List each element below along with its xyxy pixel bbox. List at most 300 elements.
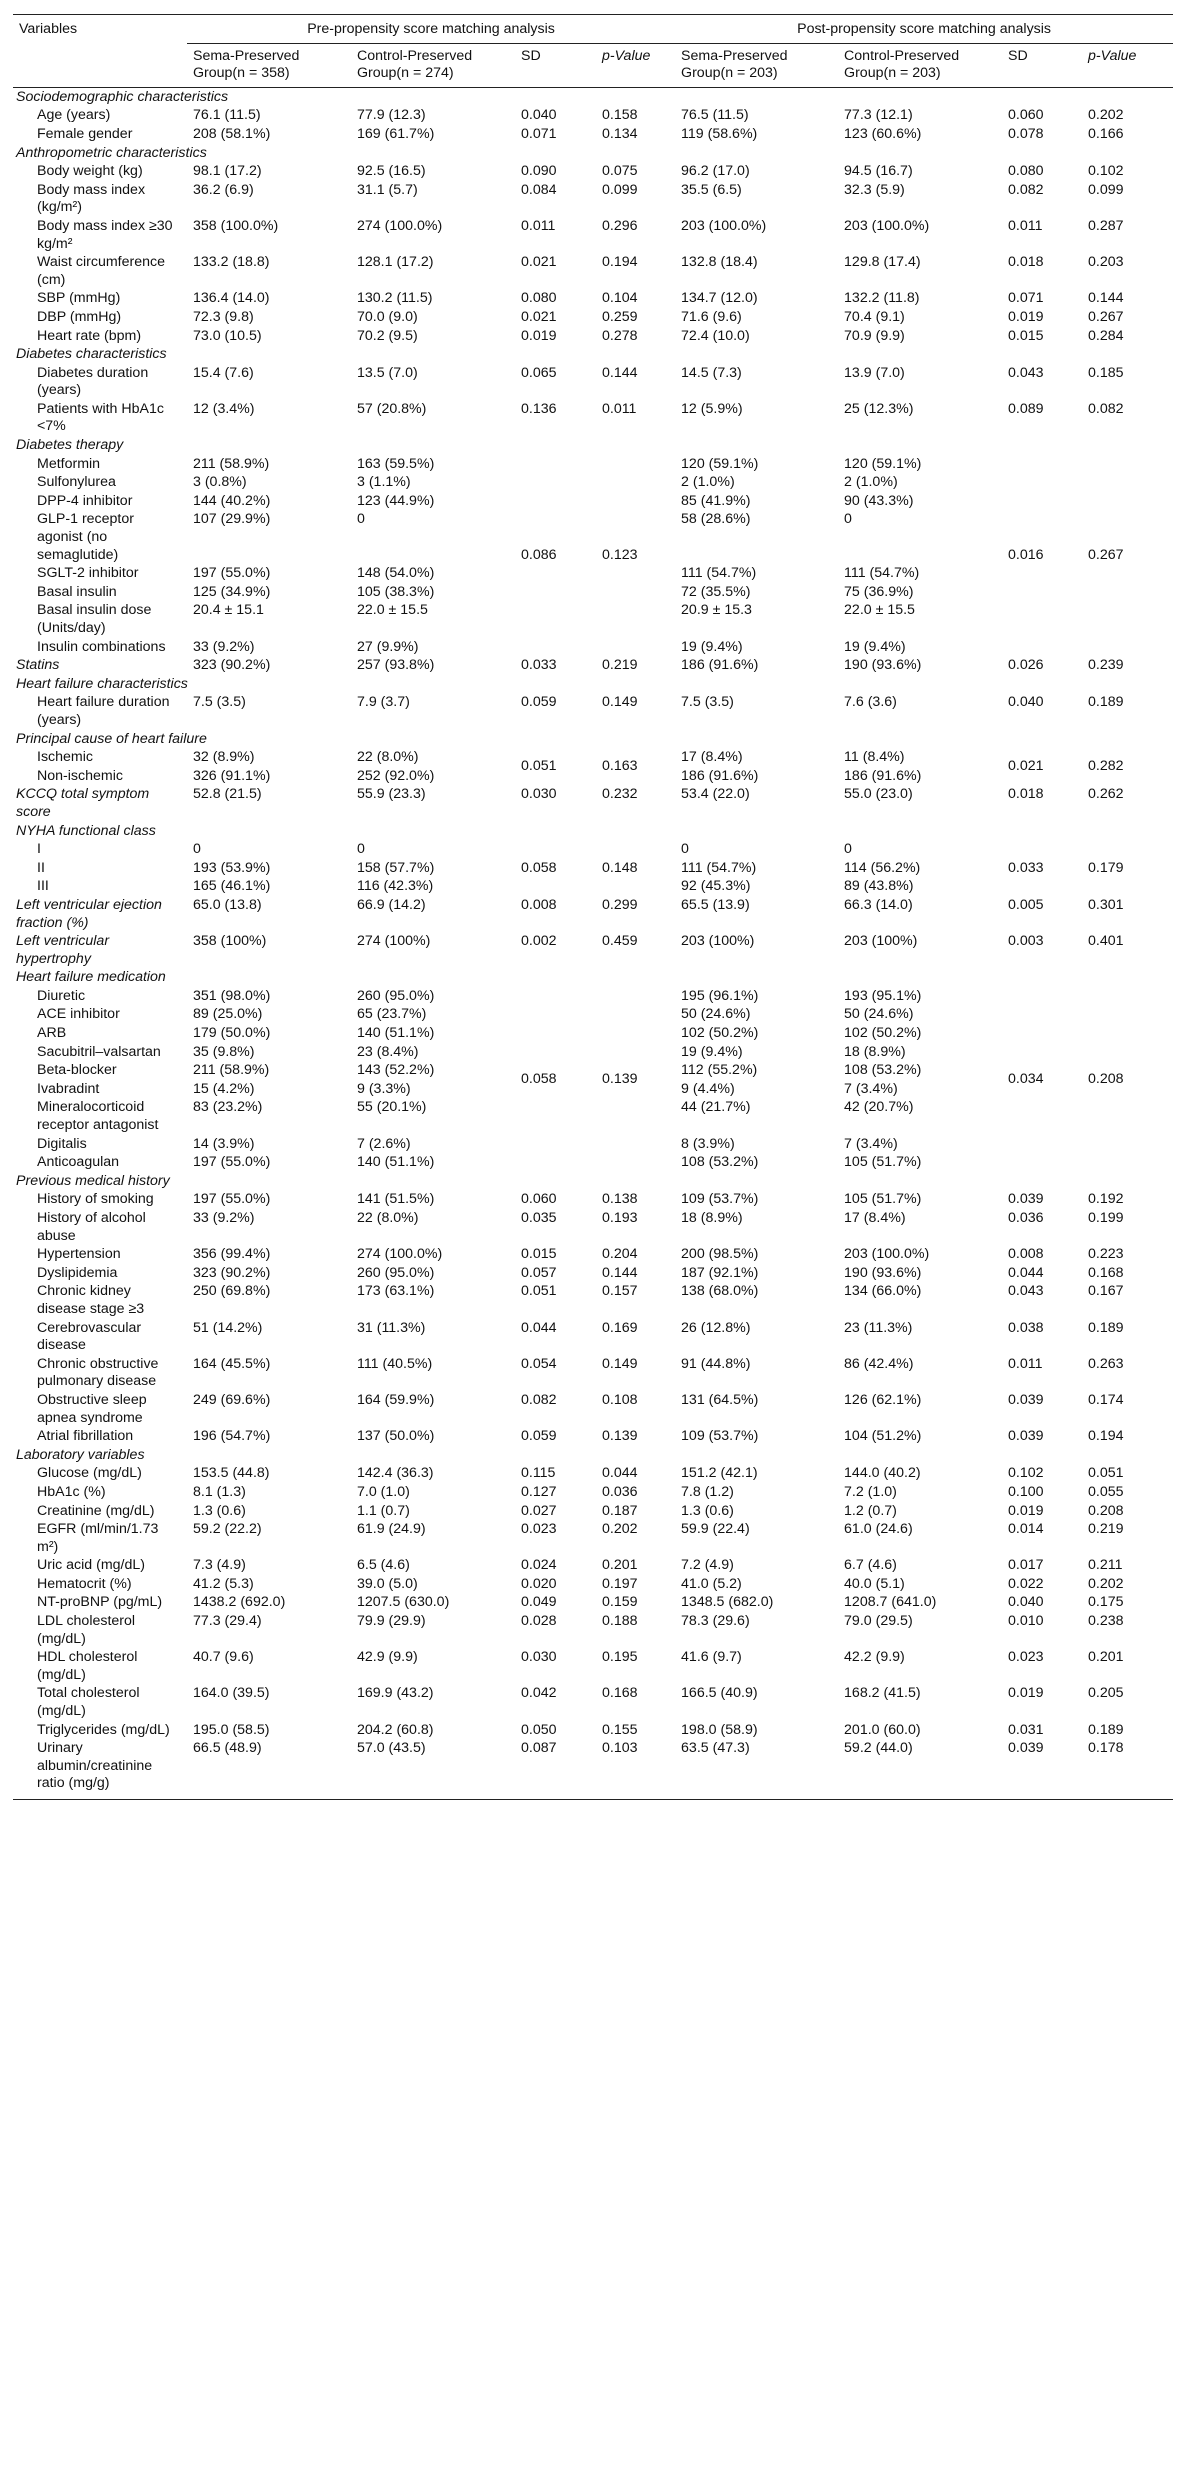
pre-sema-cell: 326 (91.1%) xyxy=(193,767,271,784)
post-sema-cell: 186 (91.6%) xyxy=(681,657,759,674)
post-sema-cell: 50 (24.6%) xyxy=(681,1006,751,1023)
pre-control-cell: 116 (42.3%) xyxy=(357,878,434,895)
table-row xyxy=(13,693,1173,729)
post-pvalue-cell: 0.284 xyxy=(1088,327,1124,344)
post-control-cell: 104 (51.2%) xyxy=(844,1428,922,1445)
post-control-cell: 42.2 (9.9) xyxy=(844,1649,905,1666)
post-pvalue-cell: 0.167 xyxy=(1088,1283,1124,1300)
post-pvalue-cell: 0.211 xyxy=(1088,1557,1123,1574)
row-label: III xyxy=(37,878,49,895)
pre-pvalue-cell: 0.187 xyxy=(602,1502,638,1519)
pre-sd-cell: 0.030 xyxy=(521,786,557,803)
row-label: I xyxy=(37,841,41,858)
post-sema-cell: 72 (35.5%) xyxy=(681,583,751,600)
pre-sema-cell: 1438.2 (692.0) xyxy=(193,1594,286,1611)
post-sd-cell: 0.039 xyxy=(1008,1191,1044,1208)
post-sema-cell: 85 (41.9%) xyxy=(681,492,751,509)
table-row xyxy=(13,125,1173,144)
row-label: Chronic kidney disease stage ≥3 xyxy=(37,1283,145,1317)
post-sema-cell: 108 (53.2%) xyxy=(681,1154,759,1171)
pre-control-cell: 7.0 (1.0) xyxy=(357,1483,410,1500)
pre-control-cell: 252 (92.0%) xyxy=(357,767,435,784)
post-sema-cell: 41.0 (5.2) xyxy=(681,1575,742,1592)
post-control-cell: 1208.7 (641.0) xyxy=(844,1594,937,1611)
pre-control-cell: 123 (44.9%) xyxy=(357,492,435,509)
post-control-cell: 123 (60.6%) xyxy=(844,125,922,142)
pre-control-cell: 204.2 (60.8) xyxy=(357,1721,434,1738)
row-label: ARB xyxy=(37,1025,67,1042)
post-sd-cell: 0.102 xyxy=(1008,1465,1044,1482)
post-sd-cell: 0.017 xyxy=(1008,1557,1044,1574)
table-row xyxy=(13,987,1173,1006)
pre-sd-cell: 0.115 xyxy=(521,1465,556,1482)
table-row xyxy=(13,455,1173,474)
post-pvalue-cell: 0.189 xyxy=(1088,1319,1124,1336)
post-sd-cell: 0.022 xyxy=(1008,1575,1044,1592)
row-label: HDL cholesterol (mg/dL) xyxy=(37,1649,138,1683)
pre-pvalue-cell: 0.278 xyxy=(602,327,638,344)
post-sema-header: Sema-Preserved Group(n = 203) xyxy=(675,43,838,87)
post-control-cell: 89 (43.8%) xyxy=(844,878,914,895)
row-label: Anticoagulan xyxy=(37,1154,120,1171)
pre-control-cell: 140 (51.1%) xyxy=(357,1154,435,1171)
post-sema-cell: 91 (44.8%) xyxy=(681,1355,751,1372)
post-control-cell: 86 (42.4%) xyxy=(844,1355,914,1372)
pre-pvalue-cell: 0.168 xyxy=(602,1685,638,1702)
pre-control-cell: 130.2 (11.5) xyxy=(357,290,433,307)
post-sema-cell: 187 (92.1%) xyxy=(681,1264,759,1281)
table-row xyxy=(13,308,1173,327)
post-sd-cell: 0.026 xyxy=(1008,657,1044,674)
pre-control-cell: 7.9 (3.7) xyxy=(357,694,410,711)
pre-sema-cell: 208 (58.1%) xyxy=(193,125,271,142)
post-control-cell: 6.7 (4.6) xyxy=(844,1557,897,1574)
row-label: DPP-4 inhibitor xyxy=(37,492,133,509)
post-control-cell: 11 (8.4%) xyxy=(844,749,905,766)
table-row xyxy=(13,1648,1173,1684)
post-pvalue-cell: 0.189 xyxy=(1088,694,1124,711)
post-control-cell: 19 (9.4%) xyxy=(844,638,906,655)
pre-sema-cell: 0 xyxy=(193,841,201,858)
post-sema-cell: 119 (58.6%) xyxy=(681,125,758,142)
pre-sema-cell: 351 (98.0%) xyxy=(193,987,271,1004)
table-row xyxy=(13,656,1173,675)
row-label: SBP (mmHg) xyxy=(37,290,121,307)
variables-header: Variables xyxy=(13,15,187,88)
row-label: HbA1c (%) xyxy=(37,1483,106,1500)
pre-control-cell: 27 (9.9%) xyxy=(357,638,419,655)
table-row xyxy=(13,1355,1173,1391)
pre-sema-cell: 52.8 (21.5) xyxy=(193,786,262,803)
post-sd-cell: 0.023 xyxy=(1008,1649,1044,1666)
post-sema-cell: 203 (100.0%) xyxy=(681,217,767,234)
pre-sd-cell: 0.049 xyxy=(521,1594,557,1611)
section-row xyxy=(13,87,1173,106)
post-control-cell: 77.3 (12.1) xyxy=(844,107,913,124)
table-row xyxy=(13,840,1173,859)
pre-pvalue-cell: 0.232 xyxy=(602,786,638,803)
table-row xyxy=(13,932,1173,968)
post-pvalue-cell: 0.282 xyxy=(1088,758,1124,775)
post-control-cell: 32.3 (5.9) xyxy=(844,181,905,198)
post-sema-cell: 131 (64.5%) xyxy=(681,1391,759,1408)
post-control-cell: 190 (93.6%) xyxy=(844,657,922,674)
table-row xyxy=(13,289,1173,308)
pre-control-cell: 7 (2.6%) xyxy=(357,1135,411,1152)
pre-sema-cell: 32 (8.9%) xyxy=(193,749,255,766)
post-sd-cell: 0.021 xyxy=(1008,758,1044,775)
row-label: Body mass index (kg/m²) xyxy=(37,181,146,216)
pre-control-cell: 6.5 (4.6) xyxy=(357,1557,410,1574)
post-sema-cell: 53.4 (22.0) xyxy=(681,786,750,803)
pre-control-cell: 163 (59.5%) xyxy=(357,455,435,472)
section-label: Heart failure characteristics xyxy=(16,675,188,692)
pre-pvalue-cell: 0.139 xyxy=(602,1071,638,1088)
post-control-cell: 102 (50.2%) xyxy=(844,1025,922,1042)
pre-pvalue-cell: 0.144 xyxy=(602,364,638,381)
table-row xyxy=(13,1245,1173,1264)
table-row xyxy=(13,1575,1173,1594)
pre-pvalue-cell: 0.138 xyxy=(602,1191,638,1208)
pre-sd-cell: 0.033 xyxy=(521,657,557,674)
post-sd-cell: 0.018 xyxy=(1008,786,1044,803)
pre-sema-cell: 41.2 (5.3) xyxy=(193,1575,254,1592)
pre-control-cell: 169 (61.7%) xyxy=(357,125,435,142)
post-sd-cell: 0.043 xyxy=(1008,1283,1044,1300)
pre-pvalue-cell: 0.044 xyxy=(602,1465,638,1482)
pre-sema-cell: 193 (53.9%) xyxy=(193,859,271,876)
post-sema-cell: 138 (68.0%) xyxy=(681,1283,759,1300)
pre-sema-cell: 250 (69.8%) xyxy=(193,1283,271,1300)
pre-sema-cell: 107 (29.9%) xyxy=(193,511,271,528)
pre-sema-cell: 72.3 (9.8) xyxy=(193,308,254,325)
row-label: Hematocrit (%) xyxy=(37,1575,132,1592)
pre-sema-cell: 83 (23.2%) xyxy=(193,1099,263,1116)
post-sema-cell: 19 (9.4%) xyxy=(681,1043,743,1060)
pre-sd-cell: 0.084 xyxy=(521,181,557,198)
post-control-cell: 126 (62.1%) xyxy=(844,1391,922,1408)
post-sema-cell: 9 (4.4%) xyxy=(681,1080,735,1097)
table-row xyxy=(13,1264,1173,1283)
post-pvalue-cell: 0.166 xyxy=(1088,125,1124,142)
post-control-cell: 7 (3.4%) xyxy=(844,1080,898,1097)
post-sd-cell: 0.034 xyxy=(1008,1071,1044,1088)
post-control-cell: 55.0 (23.0) xyxy=(844,786,913,803)
row-label: Heart rate (bpm) xyxy=(37,327,142,344)
row-label: Total cholesterol (mg/dL) xyxy=(37,1685,140,1720)
row-label: Metformin xyxy=(37,455,101,472)
pre-control-cell: 260 (95.0%) xyxy=(357,987,435,1004)
table-row xyxy=(13,1391,1173,1427)
pre-sd-cell: 0.082 xyxy=(521,1391,557,1408)
post-control-cell: 7 (3.4%) xyxy=(844,1135,898,1152)
pre-sd-cell: 0.002 xyxy=(521,933,557,950)
pre-sema-cell: 164.0 (39.5) xyxy=(193,1685,270,1702)
pre-control-cell: 13.5 (7.0) xyxy=(357,364,418,381)
pre-sema-cell: 197 (55.0%) xyxy=(193,1154,271,1171)
pre-sd-cell: 0.035 xyxy=(521,1210,557,1226)
row-label: DBP (mmHg) xyxy=(37,308,122,325)
row-label: II xyxy=(37,859,45,876)
section-row xyxy=(13,1446,1173,1465)
post-sd-header: SD xyxy=(1002,43,1082,87)
pre-control-cell: 22 (8.0%) xyxy=(357,1210,419,1226)
pre-sema-cell: 3 (0.8%) xyxy=(193,474,247,491)
pre-pvalue-cell: 0.148 xyxy=(602,859,638,876)
post-control-cell: 168.2 (41.5) xyxy=(844,1685,921,1702)
post-sd-cell: 0.039 xyxy=(1008,1428,1044,1445)
table-row xyxy=(13,1612,1173,1648)
pre-sema-cell: 14 (3.9%) xyxy=(193,1135,255,1152)
post-sema-cell: 19 (9.4%) xyxy=(681,638,743,655)
post-pvalue-cell: 0.192 xyxy=(1088,1191,1124,1208)
row-label: Ischemic xyxy=(37,749,93,766)
pre-sema-cell: 136.4 (14.0) xyxy=(193,290,270,307)
row-label: Dyslipidemia xyxy=(37,1264,118,1281)
post-pvalue-cell: 0.401 xyxy=(1088,933,1124,950)
pre-sema-cell: 125 (34.9%) xyxy=(193,583,271,600)
post-control-cell: 18 (8.9%) xyxy=(844,1043,906,1060)
pre-control-cell: 173 (63.1%) xyxy=(357,1283,435,1300)
pre-sd-cell: 0.023 xyxy=(521,1521,557,1538)
post-pvalue-cell: 0.185 xyxy=(1088,364,1124,381)
post-control-cell: 61.0 (24.6) xyxy=(844,1521,913,1538)
pre-pvalue-cell: 0.259 xyxy=(602,308,638,325)
post-sema-cell: 198.0 (58.9) xyxy=(681,1721,758,1738)
row-label: Cerebrovascular disease xyxy=(37,1319,142,1354)
row-label: Ivabradint xyxy=(37,1080,100,1097)
post-control-cell: 203 (100%) xyxy=(844,933,918,950)
post-sema-cell: 203 (100%) xyxy=(681,933,755,950)
table-row xyxy=(13,1427,1173,1446)
pre-pvalue-cell: 0.144 xyxy=(602,1264,638,1281)
post-sd-cell: 0.033 xyxy=(1008,859,1044,876)
post-sema-cell: 26 (12.8%) xyxy=(681,1319,751,1336)
row-label: Triglycerides (mg/dL) xyxy=(37,1721,170,1738)
pre-sd-cell: 0.021 xyxy=(521,308,557,325)
post-sd-cell: 0.036 xyxy=(1008,1210,1044,1226)
post-pvalue-cell: 0.202 xyxy=(1088,107,1124,124)
pre-sd-cell: 0.087 xyxy=(515,1739,596,1799)
table-row xyxy=(13,1282,1173,1318)
pre-sd-cell: 0.059 xyxy=(521,1428,557,1445)
pre-pvalue-cell: 0.011 xyxy=(602,400,637,417)
post-pvalue-cell: 0.168 xyxy=(1088,1264,1124,1281)
post-sema-cell: 72.4 (10.0) xyxy=(681,327,750,344)
post-control-cell: 111 (54.7%) xyxy=(844,565,920,582)
post-sema-cell: 14.5 (7.3) xyxy=(681,364,742,381)
post-control-cell: 7.6 (3.6) xyxy=(844,694,897,711)
row-label: Insulin combinations xyxy=(37,638,166,655)
row-label: Glucose (mg/dL) xyxy=(37,1465,142,1482)
pre-sema-cell: 51 (14.2%) xyxy=(193,1319,263,1336)
table-row xyxy=(13,1464,1173,1483)
post-sd-cell: 0.100 xyxy=(1008,1483,1044,1500)
post-sema-cell: 17 (8.4%) xyxy=(681,749,743,766)
pre-control-header: Control-Preserved Group(n = 274) xyxy=(351,43,515,87)
pre-sema-cell: 35 (9.8%) xyxy=(193,1043,255,1060)
pre-control-cell: 55 (20.1%) xyxy=(357,1099,427,1116)
section-label: Previous medical history xyxy=(16,1172,170,1189)
row-label: Patients with HbA1c <7% xyxy=(37,400,164,435)
post-sd-cell: 0.040 xyxy=(1008,1594,1044,1611)
table-row xyxy=(13,896,1173,932)
post-control-cell: 134 (66.0%) xyxy=(844,1283,922,1300)
post-sema-cell: 151.2 (42.1) xyxy=(681,1465,758,1482)
row-label: History of smoking xyxy=(37,1191,154,1208)
table-row xyxy=(13,253,1173,289)
row-label: Urinary albumin/creatinine ratio (mg/g) xyxy=(13,1739,187,1799)
section-label: Laboratory variables xyxy=(16,1446,145,1463)
post-control-cell: 108 (53.2%) xyxy=(844,1062,922,1079)
pre-control-cell: 55.9 (23.3) xyxy=(357,786,426,803)
pre-sd-cell: 0.059 xyxy=(521,694,557,711)
section-row xyxy=(13,968,1173,987)
pre-control-cell: 31.1 (5.7) xyxy=(357,181,418,198)
post-sd-cell: 0.089 xyxy=(1008,400,1044,417)
table-row xyxy=(13,181,1173,217)
section-row xyxy=(13,144,1173,163)
post-control-header: Control-Preserved Group(n = 203) xyxy=(838,43,1002,87)
pre-sema-cell: 33 (9.2%) xyxy=(193,1210,255,1226)
pre-sema-cell: 7.3 (4.9) xyxy=(193,1557,246,1574)
pre-sema-cell: 33 (9.2%) xyxy=(193,638,255,655)
table-body xyxy=(13,87,1173,1799)
post-pvalue-cell: 0.219 xyxy=(1088,1521,1124,1538)
post-control-cell: 186 (91.6%) xyxy=(844,767,922,784)
post-pvalue-cell: 0.223 xyxy=(1088,1246,1124,1263)
pre-sd-cell: 0.136 xyxy=(521,400,557,417)
post-control-cell: 114 (56.2%) xyxy=(844,859,921,876)
post-sd-cell: 0.071 xyxy=(1008,290,1044,307)
pre-control-cell: 128.1 (17.2) xyxy=(357,254,434,271)
post-sd-cell: 0.011 xyxy=(1008,1355,1043,1372)
pre-control-cell: 143 (52.2%) xyxy=(357,1062,435,1079)
pre-sema-cell: 12 (3.4%) xyxy=(193,400,255,417)
pre-sema-cell: 15 (4.2%) xyxy=(193,1080,255,1097)
post-control-cell: 42 (20.7%) xyxy=(844,1099,914,1116)
pre-control-cell: 39.0 (5.0) xyxy=(357,1575,418,1592)
pre-sema-cell: 15.4 (7.6) xyxy=(193,364,254,381)
row-label: SGLT-2 inhibitor xyxy=(37,565,139,582)
pre-sema-cell: 323 (90.2%) xyxy=(193,1264,271,1281)
pre-pvalue-cell: 0.158 xyxy=(602,107,638,124)
post-pvalue-cell: 0.144 xyxy=(1088,290,1124,307)
post-sd-cell: 0.044 xyxy=(1008,1264,1044,1281)
post-sema-cell: 8 (3.9%) xyxy=(681,1135,735,1152)
post-pvalue-cell: 0.208 xyxy=(1088,1502,1124,1519)
post-pvalue-cell: 0.179 xyxy=(1088,859,1124,876)
post-control-cell: 203 (100.0%) xyxy=(844,217,930,234)
post-sd-cell: 0.082 xyxy=(1008,181,1044,198)
pre-pvalue-cell: 0.149 xyxy=(602,694,638,711)
post-control-cell: 90 (43.3%) xyxy=(844,492,914,509)
post-sema-cell: 109 (53.7%) xyxy=(681,1428,759,1445)
post-sema-cell: 166.5 (40.9) xyxy=(681,1685,758,1702)
pre-pvalue-cell: 0.157 xyxy=(602,1283,638,1300)
pre-sema-cell: 211 (58.9%) xyxy=(193,455,270,472)
post-control-cell: 144.0 (40.2) xyxy=(844,1465,921,1482)
pre-sd-cell: 0.008 xyxy=(521,896,557,913)
table-row xyxy=(13,1319,1173,1355)
pre-control-cell: 22 (8.0%) xyxy=(357,749,419,766)
row-label: History of alcohol abuse xyxy=(37,1210,146,1244)
post-control-cell: 94.5 (16.7) xyxy=(844,163,913,180)
post-control-cell: 79.0 (29.5) xyxy=(844,1613,913,1630)
pre-sema-cell: 77.3 (29.4) xyxy=(193,1613,262,1630)
post-pvalue-cell: 0.301 xyxy=(1088,896,1124,913)
pre-pvalue-cell: 0.299 xyxy=(602,896,638,913)
row-label: Non-ischemic xyxy=(37,767,123,784)
pre-sd-cell: 0.024 xyxy=(521,1557,557,1574)
post-sd-cell: 0.005 xyxy=(1008,896,1044,913)
post-pvalue-cell: 0.051 xyxy=(1088,1465,1124,1482)
post-sema-cell: 134.7 (12.0) xyxy=(681,290,758,307)
pre-sema-cell: 195.0 (58.5) xyxy=(193,1721,270,1738)
pre-pvalue-cell: 0.169 xyxy=(602,1319,638,1336)
post-sema-cell: 20.9 ± 15.3 xyxy=(681,602,752,619)
post-sema-cell: 96.2 (17.0) xyxy=(681,163,750,180)
pre-control-cell: 0 xyxy=(357,511,365,528)
pre-control-cell: 1207.5 (630.0) xyxy=(357,1594,450,1611)
table-row xyxy=(13,748,1173,767)
row-label: Creatinine (mg/dL) xyxy=(37,1502,155,1519)
header-row-groups xyxy=(13,15,1173,44)
post-sema-cell: 18 (8.9%) xyxy=(681,1210,743,1226)
pre-sema-cell: 358 (100%) xyxy=(193,933,267,950)
pre-sema-cell: 165 (46.1%) xyxy=(193,878,271,895)
pre-sd-cell: 0.090 xyxy=(521,163,557,180)
pre-sema-cell: 133.2 (18.8) xyxy=(193,254,270,271)
table-row xyxy=(13,162,1173,181)
pre-sema-cell: 197 (55.0%) xyxy=(193,1191,271,1208)
row-label: NT-proBNP (pg/mL) xyxy=(37,1594,163,1611)
pre-sema-cell: 76.1 (11.5) xyxy=(193,107,261,124)
pre-pvalue-cell: 0.123 xyxy=(602,547,638,564)
pre-sd-cell: 0.044 xyxy=(521,1319,557,1336)
table-row xyxy=(13,1520,1173,1556)
pre-pvalue-cell: 0.155 xyxy=(602,1721,638,1738)
post-sema-cell: 63.5 (47.3) xyxy=(675,1739,838,1799)
pre-control-cell: 22.0 ± 15.5 xyxy=(357,602,428,619)
post-control-cell: 2 (1.0%) xyxy=(844,474,898,491)
pre-pvalue-cell: 0.134 xyxy=(602,125,638,142)
pre-control-cell: 79.9 (29.9) xyxy=(357,1613,426,1630)
pre-control-cell: 61.9 (24.9) xyxy=(357,1521,426,1538)
post-pvalue-cell: 0.287 xyxy=(1088,217,1124,234)
pre-pvalue-cell: 0.195 xyxy=(602,1649,638,1666)
table-row xyxy=(13,1684,1173,1720)
post-sd-cell: 0.019 xyxy=(1008,1685,1044,1702)
post-sema-cell: 65.5 (13.9) xyxy=(681,896,750,913)
post-sd-cell: 0.038 xyxy=(1008,1319,1044,1336)
row-label: Basal insulin xyxy=(37,583,117,600)
row-label: Left ventricular ejection fraction (%) xyxy=(16,896,162,931)
post-control-cell: 17 (8.4%) xyxy=(844,1210,906,1226)
post-sema-cell: 120 (59.1%) xyxy=(681,455,759,472)
table-row xyxy=(13,1502,1173,1521)
pre-sd-cell: 0.030 xyxy=(521,1649,557,1666)
post-pvalue-cell: 0.267 xyxy=(1088,308,1124,325)
pre-sema-cell: 249 (69.6%) xyxy=(193,1391,271,1408)
pre-sd-cell: 0.028 xyxy=(521,1613,557,1630)
post-sd-cell: 0.039 xyxy=(1002,1739,1082,1799)
post-sd-cell: 0.010 xyxy=(1008,1613,1044,1630)
baseline-characteristics-table xyxy=(13,14,1173,1800)
pre-pvalue-cell: 0.204 xyxy=(602,1246,638,1263)
post-sd-cell: 0.080 xyxy=(1008,163,1044,180)
table-row xyxy=(13,1483,1173,1502)
